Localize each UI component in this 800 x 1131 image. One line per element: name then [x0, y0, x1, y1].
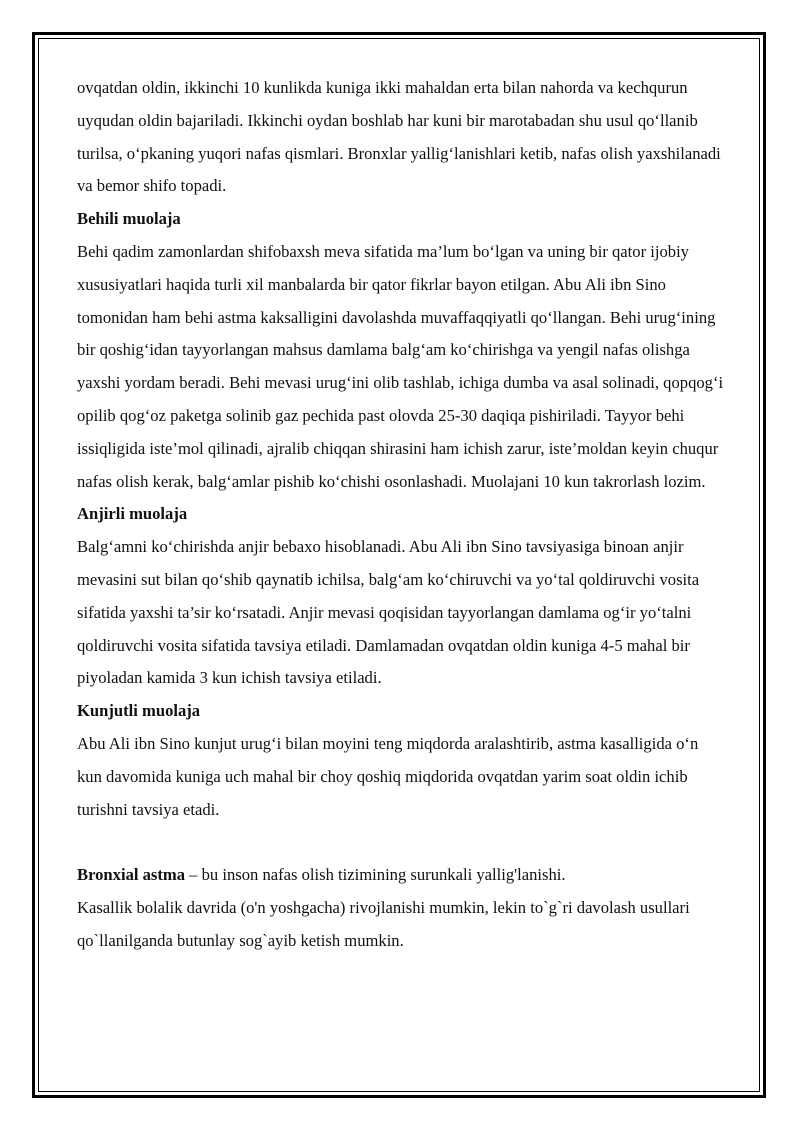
section-body-anjir: Balg‘amni ko‘chirishda anjir bebaxo hisoblanadi. Abu Ali ibn Sino tavsiyasiga binoan anjir mevasini sut bilan qo‘shib qaynatib ichilsa, balg‘am ko‘chiruvchi va yo‘tal qoldiruvchi vosita sifatida yaxshi ta’sir ko‘rsatadi. Anjir mevasi qoqisidan tayyorlangan damlama og‘ir yo‘talni qoldiruvchi vosita sifatida tavsiya etiladi. Damlamadan ovqatdan oldin kuniga 4-5 mahal bir piyoladan kamida 3 kun ichish tavsiya etiladi. [77, 537, 700, 688]
paragraph-spacer [77, 826, 727, 859]
section-heading-kunjut: Kunjutli muolaja [77, 701, 201, 721]
definition-paragraph [77, 859, 727, 892]
section-heading-anjir: Anjirli muolaja [77, 504, 188, 524]
section-body-behi: Behi qadim zamonlardan shifobaxsh meva sifatida ma’lum bo‘lgan va uning bir qator ijobiy xususiyatlari haqida turli xil manbalarda bir qator fikrlar bayon etilgan. Abu Ali ibn Sino tomonidan ham behi astma kaksalligini davolashda muvaffaqqiyatli qo‘llangan. Behi urug‘ining bir qoshig‘idan tayyorlangan mahsus damlama balg‘am ko‘chirishga va yengil nafas olishga yaxshi yordam beradi. Behi mevasi urug‘ini olib tashlab, ichiga dumba va asal solinadi, qopqog‘i opilib qog‘oz paketga solinib gaz pechida past olovda 25-30 daqiqa pishiriladi. Tayyor behi issiqligida iste’mol qilinadi, ajralib chiqqan shirasini ham ichish zarur, iste’moldan keyin chuqur nafas olish kerak, balg‘amlar pishib ko‘chishi osonlashadi. Muolajani 10 kun takrorlash lozim. [77, 241, 724, 491]
definition-continuation: Kasallik bolalik davrida (o'n yoshgacha) rivojlanishi mumkin, lekin to`g`ri davolash usullari qo`llanilganda butunlay sog`ayib ketish mumkin. [77, 897, 690, 950]
intro-paragraph: ovqatdan oldin, ikkinchi 10 kunlikda kuniga ikki mahaldan erta bilan nahorda va kechqurun uyqudan oldin bajariladi. Ikkinchi oydan boshlab har kuni bir marotabadan shu usul qo‘llanib turilsa, o‘pkaning yuqori nafas qismlari. Bronxlar yallig‘lanishlari ketib, nafas olish yaxshilanadi va bemor shifo topadi. [77, 78, 721, 196]
document-body [77, 72, 727, 958]
section-heading-behi: Behili muolaja [77, 209, 181, 229]
definition-dash-text: – bu inson nafas olish tizimining surunkali yallig'lanishi. [185, 865, 566, 885]
section-body-kunjut: Abu Ali ibn Sino kunjut urug‘i bilan moyini teng miqdorda aralashtirib, astma kasalligida o‘n kun davomida kuniga uch mahal bir choy qoshiq miqdorida ovqatdan yarim soat oldin ichib turishni tavsiya etadi. [77, 733, 699, 819]
definition-term: Bronxial astma [77, 865, 186, 885]
